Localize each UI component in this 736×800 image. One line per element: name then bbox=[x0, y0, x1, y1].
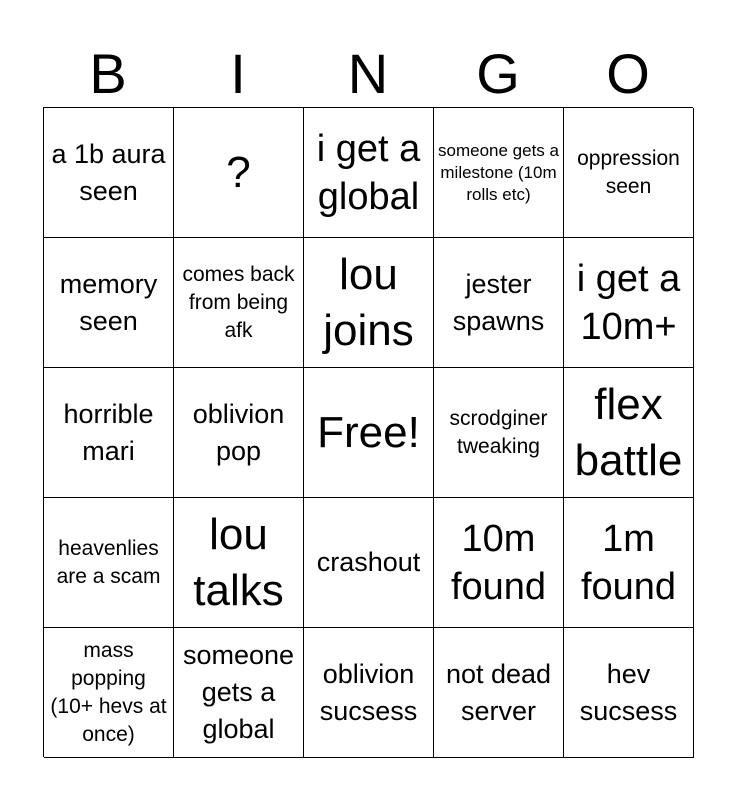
bingo-cell-text: 10m found bbox=[450, 517, 547, 608]
bingo-cell-text: hev sucsess bbox=[579, 658, 678, 726]
bingo-cell[interactable] bbox=[564, 498, 694, 628]
bingo-cell-text: crashout bbox=[316, 547, 421, 577]
header-letter-i: I bbox=[230, 42, 246, 105]
bingo-cell[interactable] bbox=[304, 238, 434, 368]
bingo-cell[interactable] bbox=[304, 108, 434, 238]
free-space-cell[interactable] bbox=[304, 368, 434, 498]
bingo-cell-text: someone gets a milestone (10m rolls etc) bbox=[438, 140, 559, 204]
bingo-cell[interactable] bbox=[434, 498, 564, 628]
bingo-cell[interactable] bbox=[564, 628, 694, 758]
bingo-cell-text: jester spawns bbox=[452, 268, 545, 336]
header-letter-n: N bbox=[347, 42, 389, 105]
bingo-cell[interactable] bbox=[44, 628, 174, 758]
bingo-cell-text: scrodginer tweaking bbox=[449, 406, 548, 458]
bingo-cell-text: someone gets a global bbox=[182, 640, 295, 744]
bingo-header bbox=[43, 44, 693, 104]
bingo-cell-text: heavenlies are a scam bbox=[56, 536, 161, 588]
bingo-cell[interactable] bbox=[564, 238, 694, 368]
bingo-cell-text: memory seen bbox=[59, 268, 158, 336]
bingo-board bbox=[43, 107, 693, 757]
bingo-cell-text: oppression seen bbox=[577, 146, 680, 198]
bingo-cell-text: comes back from being afk bbox=[182, 262, 295, 342]
bingo-cell-text: i get a global bbox=[316, 127, 421, 218]
bingo-cell[interactable] bbox=[304, 498, 434, 628]
bingo-cell[interactable] bbox=[564, 368, 694, 498]
bingo-cell-text: a 1b aura seen bbox=[51, 138, 166, 206]
bingo-cell[interactable] bbox=[434, 238, 564, 368]
bingo-cell-text: lou joins bbox=[323, 249, 414, 355]
bingo-cell[interactable] bbox=[304, 628, 434, 758]
bingo-cell[interactable] bbox=[44, 498, 174, 628]
bingo-cell[interactable] bbox=[174, 498, 304, 628]
bingo-cell-text: ? bbox=[226, 147, 251, 197]
bingo-cell[interactable] bbox=[434, 368, 564, 498]
bingo-cell[interactable] bbox=[564, 108, 694, 238]
bingo-cell-text: not dead server bbox=[445, 658, 552, 726]
bingo-cell[interactable] bbox=[174, 368, 304, 498]
bingo-cell[interactable] bbox=[434, 108, 564, 238]
bingo-cell[interactable] bbox=[44, 238, 174, 368]
bingo-cell-text: oblivion sucsess bbox=[319, 658, 418, 726]
bingo-cell-text: mass popping (10+ hevs at once) bbox=[50, 638, 167, 746]
bingo-cell[interactable] bbox=[174, 108, 304, 238]
bingo-cell-text: oblivion pop bbox=[192, 398, 285, 466]
bingo-cell[interactable] bbox=[44, 368, 174, 498]
bingo-cell[interactable] bbox=[44, 108, 174, 238]
bingo-cell-text: lou talks bbox=[193, 509, 284, 615]
bingo-cell[interactable] bbox=[434, 628, 564, 758]
bingo-cell-text: horrible mari bbox=[63, 398, 154, 466]
header-letter-o: O bbox=[606, 42, 650, 105]
free-space-text: Free! bbox=[317, 407, 420, 457]
bingo-cell-text: i get a 10m+ bbox=[576, 257, 681, 348]
bingo-cell-text: 1m found bbox=[580, 517, 677, 608]
bingo-cell[interactable] bbox=[174, 628, 304, 758]
bingo-cell[interactable] bbox=[174, 238, 304, 368]
bingo-cell-text: flex battle bbox=[574, 379, 683, 485]
header-letter-b: B bbox=[89, 42, 127, 105]
header-letter-g: G bbox=[476, 42, 520, 105]
